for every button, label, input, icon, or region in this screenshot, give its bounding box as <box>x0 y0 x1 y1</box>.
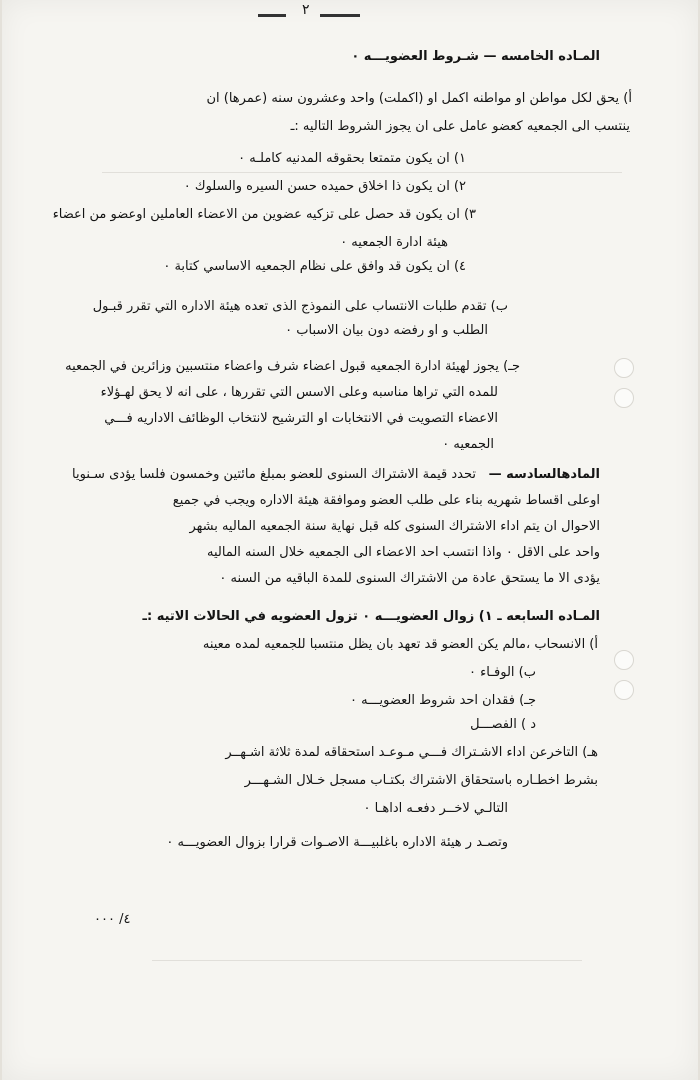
top-page-number: ٢ <box>302 2 310 18</box>
top-edge-mark-right <box>320 14 360 17</box>
punch-hole <box>614 388 634 408</box>
article-5-para-c-line-2: للمده التي تراها مناسبه وعلى الاسس التي تقررها ، على انه لا يحق لهـؤلاء <box>100 385 498 400</box>
article-6-heading: المادهالسادسه — <box>488 467 600 482</box>
article-5-para-b-line-2: الطلب و او رفضه دون بيان الاسباب ٠ <box>285 323 488 338</box>
article-7-item-d: د ) الفصـــل <box>470 717 536 732</box>
article-5-para-c-line-1: جـ) يجوز لهيئة ادارة الجمعيه قبول اعضاء شرف واعضاء منتسبين وزائرين في الجمعيه <box>65 359 520 374</box>
article-6-line-4: واحد على الاقل ٠ واذا انتسب احد الاعضاء الى الجمعيه خلال السنه الماليه <box>207 545 600 560</box>
article-5-para-b-line-1: ب) تقدم طلبات الانتساب على النموذج الذى تعده هيئة الاداره التي تقرر قبـول <box>92 299 508 314</box>
condition-4: ٤) ان يكون قد وافق على نظام الجمعيه الاساسي كتابة ٠ <box>163 259 466 274</box>
bleed-through-line <box>152 960 582 961</box>
article-6-line-3: الاحوال ان يتم اداء الاشتراك السنوى كله قبل نهاية سنة الجمعيه الماليه بشهر <box>189 519 600 534</box>
article-7-item-a: أ) الانسحاب ،مالم يكن العضو قد تعهد بان يظل منتسبا للجمعيه لمده معينه <box>202 637 598 652</box>
page-footer-number: ٤/ ٠٠٠ <box>94 912 131 927</box>
article-5-para-a-line-2: ينتسب الى الجمعيه كعضو عامل على ان يجوز الشروط التاليه :ـ <box>290 119 630 134</box>
condition-3-line-2: هيئة ادارة الجمعيه ٠ <box>340 235 448 250</box>
article-5-para-c-line-4: الجمعيه ٠ <box>442 437 494 452</box>
article-5-para-c-line-3: الاعضاء التصويت في الانتخابات او الترشيح لانتخاب الوظائف الاداريه فـــي <box>104 411 498 426</box>
condition-2: ٢) ان يكون ذا اخلاق حميده حسن السيره والسلوك ٠ <box>183 179 466 194</box>
article-7-item-b: ب) الوفـاء ٠ <box>469 665 536 680</box>
article-7-item-e-line-2: بشرط اخطـاره باستحقاق الاشتراك بكتـاب مسجل خـلال الشـهـــر <box>244 773 598 788</box>
article-6-line-1: تحدد قيمة الاشتراك السنوى للعضو بمبلغ مائتين وخمسون فلسا يؤدى سـنويا <box>72 467 476 482</box>
top-edge-mark-left <box>258 14 286 17</box>
article-7-heading: المـاده السابعه ـ ١) زوال العضويـــه ٠ تزول العضويه في الحالات الاتيه :ـ <box>142 609 600 624</box>
article-6-line-2: اوعلى اقساط شهريه بناء على طلب العضو وموافقة هيئة الاداره ويجب في جميع <box>172 493 600 508</box>
article-7-item-e-line-3: التالـي لاخــر دفعـه اداهـا ٠ <box>363 801 508 816</box>
article-7-item-c: جـ) فقدان احد شروط العضويـــه ٠ <box>349 693 536 708</box>
article-7-item-e-line-1: هـ) التاخرعن اداء الاشـتراك فـــي مـوعـد استحقاقه لمدة ثلاثة اشـهــر <box>225 745 598 760</box>
bleed-through-line <box>102 172 622 173</box>
condition-1: ١) ان يكون متمتعا بحقوقه المدنيه كاملـه ٠ <box>238 151 466 166</box>
article-6-line-5: يؤدى الا ما يستحق عادة من الاشتراك السنوى للمدة الباقيه من السنه ٠ <box>219 571 600 586</box>
punch-hole <box>614 680 634 700</box>
punch-hole <box>614 650 634 670</box>
condition-3-line-1: ٣) ان يكون قد حصل على تزكيه عضوين من الاعضاء العاملين اوعضو من اعضاء <box>52 207 476 222</box>
punch-hole <box>614 358 634 378</box>
article-7-final-paragraph: وتصـد ر هيئة الاداره باغلبيـــة الاصـوات قرارا بزوال العضويـــه ٠ <box>166 835 508 850</box>
document-page <box>2 0 698 1080</box>
article-5-heading: المـاده الخامسه — شـروط العضويـــه ٠ <box>351 49 600 64</box>
article-5-para-a-line-1: أ) يحق لكل مواطن او مواطنه اكمل او (اكملت) واحد وعشرون سنه (عمرها) ان <box>206 91 632 106</box>
